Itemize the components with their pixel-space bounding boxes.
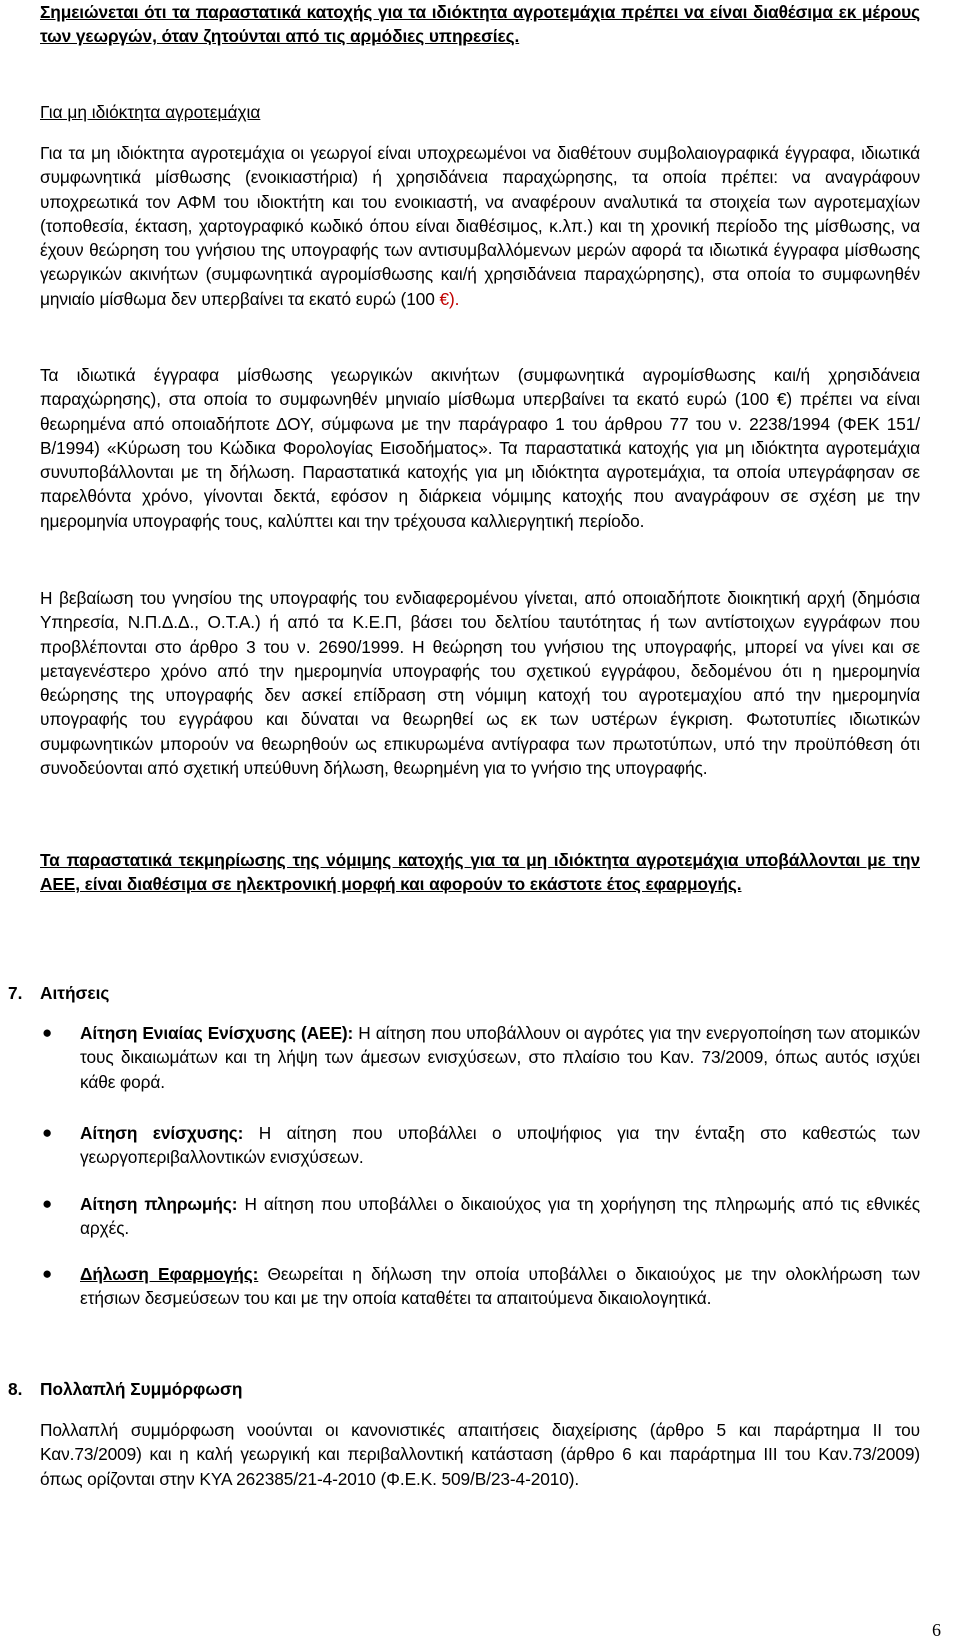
signature-verification-text: Η βεβαίωση του γνησίου της υπογραφής του ενδιαφερομένου γίνεται, από οποιαδήποτε διοικητική αρχή (δημόσια Υπηρεσία, Ν.Π.Δ.Δ., Ο.Τ.Α.) ή από τα Κ.Ε.Π, βάσει του δελτίου ταυτότητας ή των αντίστοιχων εγγράφων που προβλέπονται στο άρθρο 3 του ν. 2690/1999. Η θεώρηση του γνήσιου της υπογραφής, μπορεί να γίνει και σε μεταγενέστερο χρόνο από την ημερομηνία υπογραφής του σχετικού εγγράφου, δεδομένου ότι η ημερομηνία θεώρησης της υπογραφής δεν ασκεί επίδραση στη νόμιμη κατοχή του αγροτεμαχίου από την ημερομηνία υπογραφής του εγγράφου και δύναται να θεωρηθεί ως εκ των υστέρων έγκριση. Φωτοτυπίες ιδιωτικών συμφωνητικών μπορούν να θεωρηθούν ως επικυρωμένα αντίγραφα των πρωτοτύπων, υπό την προϋπόθεση ότι συνοδεύονται από σχετική υπεύθυνη δήλωση, θεωρημένη για το γνήσιο της υπογραφής. [40,588,920,779]
section-8-title: Πολλαπλή Συμμόρφωση [40,1379,243,1399]
bullet-icon: ● [42,1123,53,1142]
non-owned-heading-block [40,100,920,124]
tax-office-text: Τα ιδιωτικά έγγραφα μίσθωσης γεωργικών ακινήτων (συμφωνητικά αγρομίσθωσης και/ή χρησιδάνεια παραχώρησης), στα οποία το συμφωνηθέν μηνιαίο μίσθωμα υπερβαίνει τα εκατό ευρώ (100 €) πρέπει να είναι θεωρημένα από οποιαδήποτε ΔΟΥ, σύμφωνα με την παράγραφο 1 του άρθρου 77 του ν. 2238/1994 (ΦΕΚ 151/Β/1994) «Κύρωση του Κώδικα Φορολογίας Εισοδήματος». Τα παραστατικά κατοχής για μη ιδιόκτητα αγροτεμάχια συνυποβάλλονται με τη δήλωση. Παραστατικά κατοχής για μη ιδιόκτητα αγροτεμάχια, τα οποία υπεγράφησαν σε παρελθόντα χρόνο, γίνονται δεκτά, εφόσον η διάρκεια νόμιμης κατοχής που αναγράφουν σε σχέση με την ημερομηνία υπογραφής τους, καλύπτει και την τρέχουσα καλλιεργητική περίοδο. [40,365,920,531]
list-item-implementation-declaration [42,1262,921,1311]
list-item-text [80,1262,920,1311]
list-item-desc: Η αίτηση που υποβάλλει ο υποψήφιος για την ένταξη στο καθεστώς των γεωργοπεριβαλλοντικών ενισχύσεων. [80,1123,920,1168]
euro-sign: € [439,288,449,309]
bullet-icon: ● [42,1264,53,1283]
list-item-term: Αίτηση πληρωμής: [80,1194,238,1214]
cross-compliance-text: Πολλαπλή συμμόρφωση νοούνται οι κανονιστικές απαιτήσεις διαχείρισης (άρθρο 5 και παράρτημα ΙΙ του Καν.73/2009) και η καλή γεωργική και περιβαλλοντική κατάσταση (άρθρο 6 και παράρτημα ΙΙΙ του Καν.73/2009) όπως ορίζονται στην ΚΥΑ 262385/21-4-2010 (Φ.Ε.Κ. 509/Β/23-4-2010). [40,1420,920,1489]
list-item-term: Αίτηση Ενιαίας Ενίσχυσης (ΑΕΕ): [80,1023,354,1043]
non-owned-heading: Για μη ιδιόκτητα αγροτεμάχια [40,102,261,122]
documentation-note-text: Τα παραστατικά τεκμηρίωσης της νόμιμης κατοχής για τα μη ιδιόκτητα αγροτεμάχια υποβάλλονται με την ΑΕΕ, είναι διαθέσιμα σε ηλεκτρονική μορφή και αφορούν το εκάστοτε έτος εφαρμογής. [40,850,920,895]
list-item-payment-application [42,1192,920,1241]
ownership-note-text: Σημειώνεται ότι τα παραστατικά κατοχής για τα ιδιόκτητα αγροτεμάχια πρέπει να είναι διαθέσιμα εκ μέρους των γεωργών, όταν ζητούνται από τις αρμόδιες υπηρεσίες. [40,2,920,47]
list-item-text [80,1121,920,1170]
lease-requirements-main: Για τα μη ιδιόκτητα αγροτεμάχια οι γεωργοί είναι υποχρεωμένοι να διαθέτουν συμβολαιογραφικά έγγραφα, ιδιωτικά συμφωνητικά μίσθωσης (ενοικιαστήρια) ή χρησιδάνεια παραχώρησης, τα οποία πρέπει: να αναγράφουν υποχρεωτικά τον ΑΦΜ του ιδιοκτήτη και του ενοικιαστή, να αναφέρουν αναλυτικά τα στοιχεία των αγροτεμαχίων (τοποθεσία, έκταση, χαρτογραφικό κωδικό όπου είναι διαθέσιμος, κ.λπ.) και τη χρονική περίοδο της μίσθωσης, να έχουν θεώρηση του γνήσιου της υπογραφής των αντισυμβαλλόμενων μερών αφορά τα ιδιωτικά έγγραφα μίσθωσης γεωργικών ακινήτων (συμφωνητικά αγρομίσθωσης και/ή χρησιδάνεια παραχώρησης), στα οποία το συμφωνηθέν μηνιαίο μίσθωμα δεν υπερβαίνει τα εκατό ευρώ (100 [40,143,920,309]
list-item-text [80,1192,920,1241]
list-item-term: Αίτηση ενίσχυσης: [80,1123,244,1143]
list-item-aee [42,1021,920,1094]
list-item-aid-application [42,1121,920,1170]
lease-requirements-paragraph [40,141,920,311]
section-8-title-row [8,1379,242,1400]
bullet-icon: ● [42,1194,53,1213]
list-item-desc: Η αίτηση που υποβάλλει ο δικαιούχος για τη χορήγηση της πληρωμής από τις εθνικές αρχές. [80,1194,920,1239]
list-item-desc: Η αίτηση που υποβάλλουν οι αγρότες για την ενεργοποίηση των ατομικών τους δικαιωμάτων και τη λήψη των άμεσων ενισχύσεων, στο πλαίσιο του Καν. 73/2009, όπως αυτός ισχύει κάθε φορά. [80,1023,920,1092]
documentation-note [40,848,920,897]
page-number: 6 [932,1620,941,1640]
section-8-number: 8. [8,1379,23,1399]
lease-requirements-text [40,141,920,311]
list-item-term: Δήλωση Εφαρμογής: [80,1264,259,1284]
section-7-title: Αιτήσεις [40,983,110,1003]
section-7-title-row [8,983,109,1004]
signature-verification-paragraph [40,586,920,780]
lease-requirements-end: ). [448,288,460,309]
section-7-number: 7. [8,983,23,1003]
tax-office-paragraph [40,363,920,533]
ownership-note [40,0,920,49]
list-item-text [80,1021,920,1094]
list-item-desc: Θεωρείται η δήλωση την οποία υποβάλλει ο δικαιούχος με την ολοκλήρωση των ετήσιων δεσμεύσεων του και με την οποία καταθέτει τα απαιτούμενα δικαιολογητικά. [80,1264,921,1309]
cross-compliance-paragraph [40,1418,920,1491]
bullet-icon: ● [42,1023,53,1042]
